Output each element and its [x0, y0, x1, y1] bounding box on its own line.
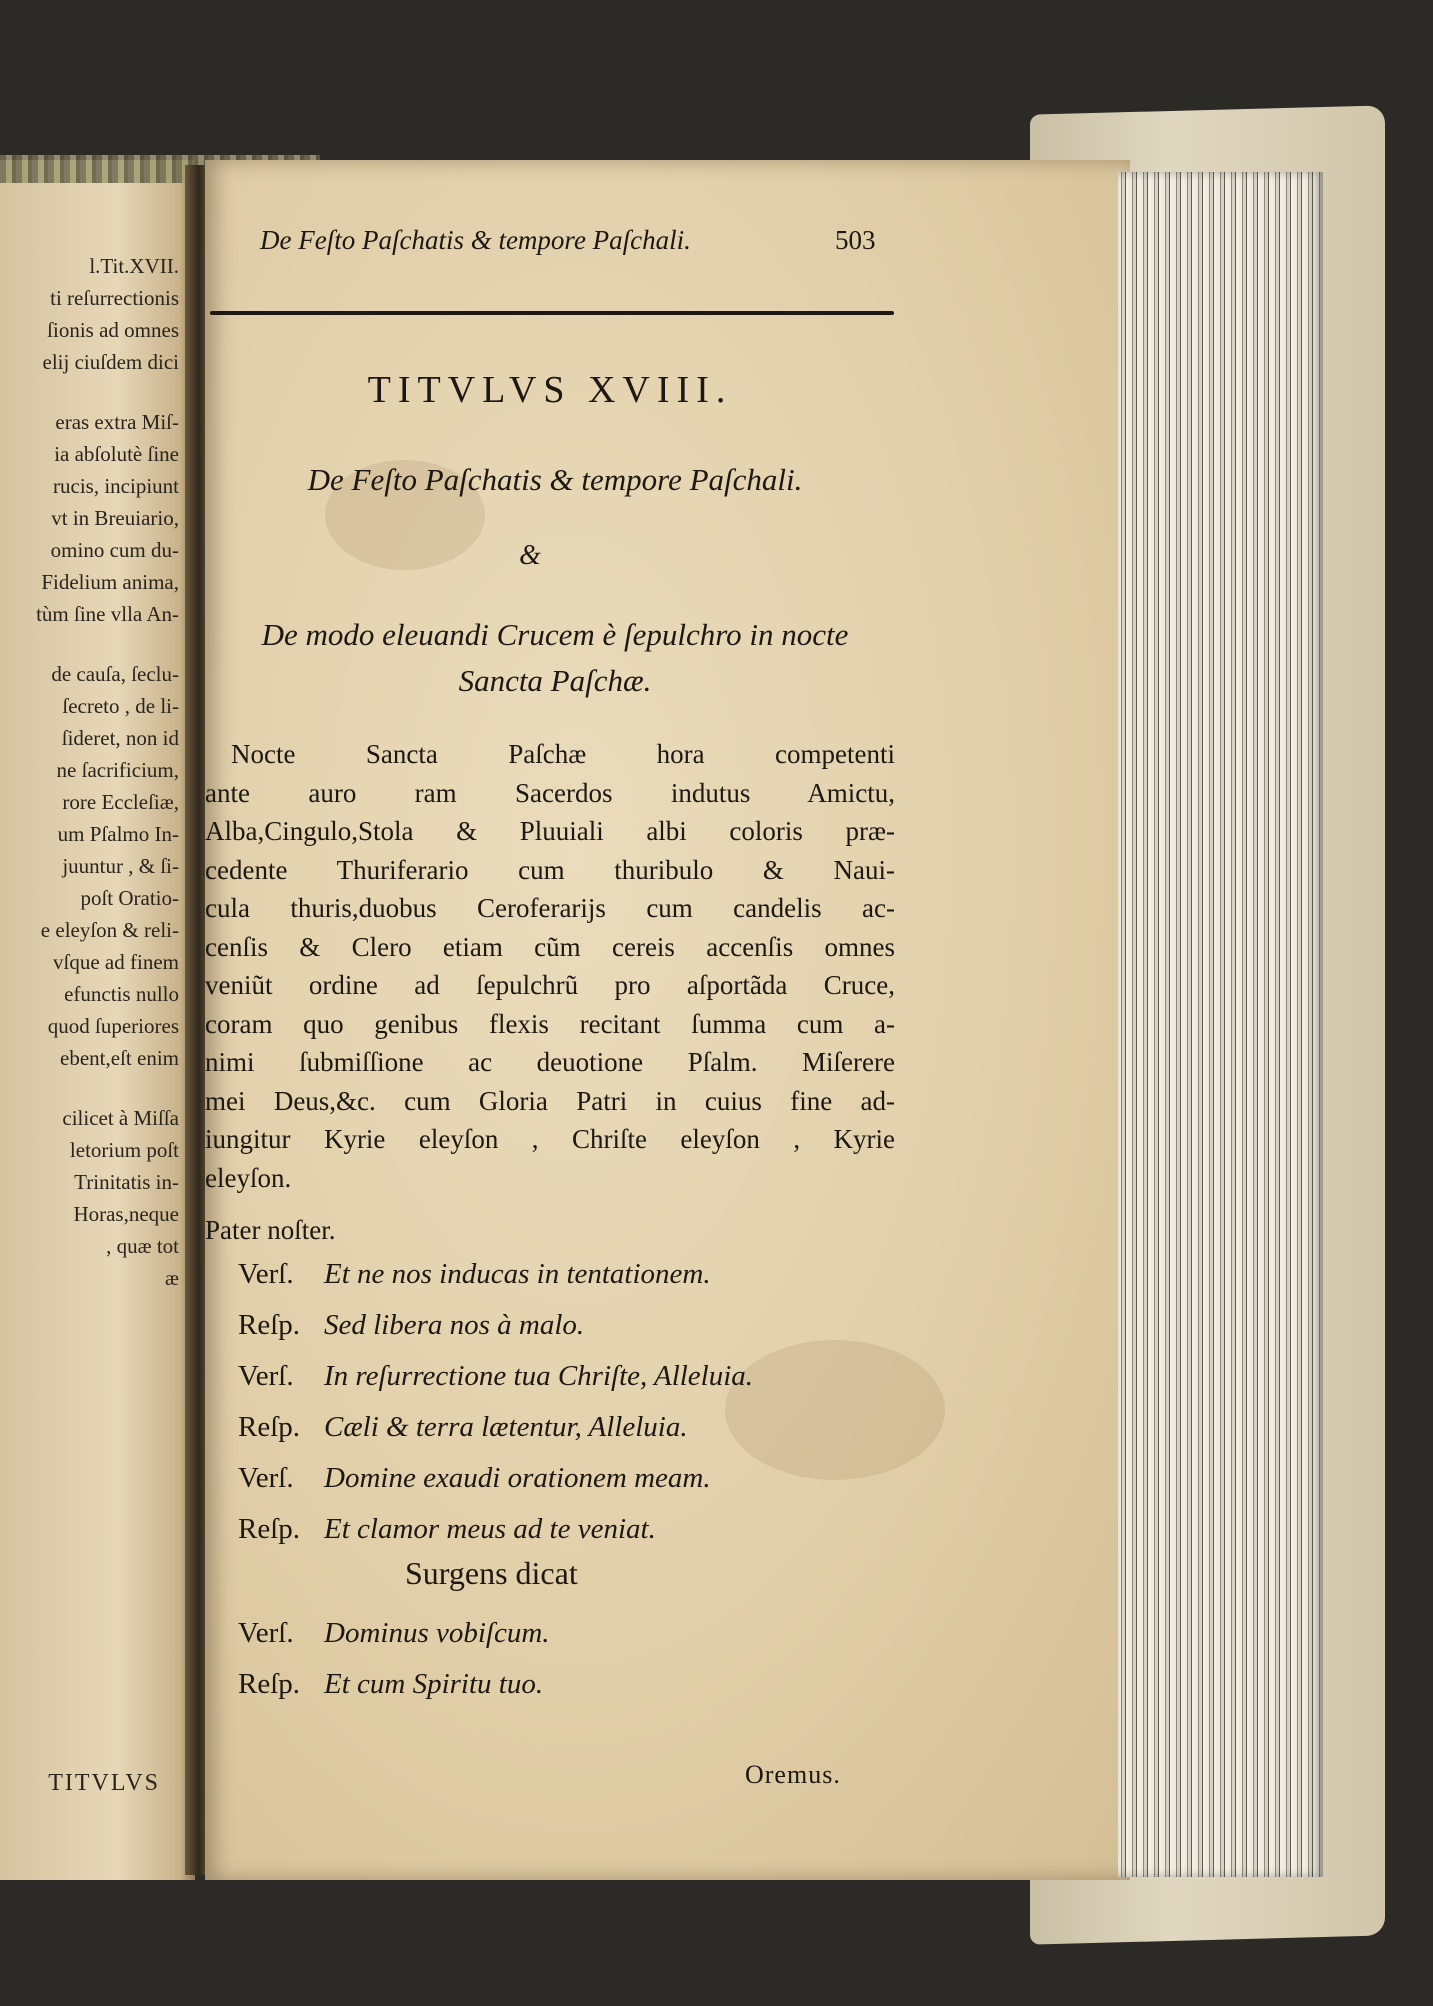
left-line: ſionis ad omnes: [47, 318, 179, 342]
response-text: Sed libera nos à malo.: [324, 1309, 585, 1341]
response-label: Reſp.: [238, 1309, 301, 1341]
body-line: nimi ſubmiſſione ac deuotione Pſalm. Miſerere: [205, 1047, 895, 1077]
left-catchword: TITVLVS: [48, 1770, 160, 1796]
versicle-row: [238, 1617, 918, 1650]
left-page-text: [0, 250, 185, 1294]
left-line: Trinitatis in-: [74, 1170, 179, 1194]
left-line: ia abſolutè ſine: [54, 442, 179, 466]
left-line: rucis, incipiunt: [53, 474, 179, 498]
left-line: l.Tit.XVII.: [89, 254, 179, 278]
left-line: Fidelium anima,: [41, 570, 179, 594]
left-line: elij ciuſdem dici: [42, 350, 179, 374]
body-line: cedente Thuriferario cum thuribulo & Naui-: [205, 854, 895, 885]
left-line: ne ſacrificium,: [56, 758, 179, 782]
versicle-row: [238, 1360, 918, 1393]
versicle-text: Dominus vobiſcum.: [324, 1617, 550, 1649]
left-line: rore Eccleſiæ,: [62, 790, 179, 814]
left-line: eras extra Miſ-: [55, 410, 179, 434]
subtitle2-line: Sancta Paſchæ.: [458, 663, 652, 698]
header-rule: [210, 311, 894, 315]
left-line: efunctis nullo: [64, 982, 179, 1006]
left-line: um Pſalmo In-: [57, 822, 179, 846]
page-number: 503: [835, 225, 876, 255]
versicle-label: Verſ.: [238, 1462, 294, 1494]
versicle-text: In reſurrectione tua Chriſte, Alleluia.: [324, 1360, 754, 1392]
left-line: de cauſa, ſeclu-: [51, 662, 179, 686]
left-line: omino cum du-: [50, 538, 179, 562]
response-text: Et cum Spiritu tuo.: [324, 1668, 544, 1700]
response-row: [238, 1513, 918, 1546]
left-line: ti reſurrectionis: [50, 286, 179, 310]
body-line: eleyſon.: [205, 1162, 292, 1193]
versicle-text: Et ne nos inducas in tentationem.: [324, 1258, 711, 1290]
rubric-paragraph: [205, 735, 895, 1197]
left-line: letorium poſt: [69, 1138, 179, 1162]
body-line: cula thuris,duobus Ceroferarijs cum candelis ac-: [205, 893, 895, 923]
pater-noster: Pater noſter.: [205, 1215, 336, 1245]
body-line: ante auro ram Sacerdos indutus Amictu,: [205, 777, 895, 808]
catchword: Oremus.: [745, 1760, 841, 1789]
response-text: Cæli & terra lætentur, Alleluia.: [324, 1411, 688, 1443]
body-line: iungitur Kyrie eleyſon , Chriſte eleyſon , Kyrie: [205, 1124, 895, 1154]
left-line: Horas,neque: [73, 1202, 179, 1226]
left-line: cilicet à Miſſa: [62, 1106, 179, 1130]
left-line-gap: [0, 630, 185, 658]
response-row: [238, 1668, 918, 1701]
left-line: e eleyſon & reli-: [40, 918, 179, 942]
body-line: cenſis & Clero etiam cũm cereis accenſis omnes: [205, 931, 895, 962]
chapter-subtitle: De Feſto Paſchatis & tempore Paſchali.: [307, 462, 803, 497]
versicle-row: [238, 1462, 918, 1495]
left-line: juuntur , & ſi-: [62, 854, 179, 878]
body-line: Nocte Sancta Paſchæ hora competenti: [231, 739, 895, 769]
left-line: ſideret, non id: [61, 726, 179, 750]
page-edges: [1118, 172, 1323, 1877]
body-line: mei Deus,&c. cum Gloria Patri in cuius fine ad-: [205, 1085, 895, 1116]
response-label: Reſp.: [238, 1513, 301, 1545]
body-line: coram quo genibus flexis recitant ſumma cum a-: [205, 1008, 895, 1039]
response-row: [238, 1411, 918, 1444]
chapter-title: TITVLVS XVIII.: [367, 369, 733, 411]
versicle-text: Domine exaudi orationem meam.: [324, 1462, 711, 1494]
versicle-label: Verſ.: [238, 1617, 294, 1649]
left-line-gap: [0, 378, 185, 406]
chapter-subtitle-2: [210, 612, 900, 704]
left-line: quod ſuperiores: [47, 1014, 179, 1038]
left-line: poſt Oratio-: [80, 886, 179, 910]
subtitle2-line: De modo eleuandi Crucem è ſepulchro in nocte: [261, 617, 849, 652]
left-line-gap: [0, 1074, 185, 1102]
body-line: veniũt ordine ad ſepulchrũ pro aſportãda Cruce,: [205, 970, 895, 1000]
left-line: ſecreto , de li-: [62, 694, 179, 718]
versicle-label: Verſ.: [238, 1258, 294, 1290]
running-head: De Feſto Paſchatis & tempore Paſchali.: [260, 225, 691, 255]
response-row: [238, 1309, 918, 1342]
rubric-surgens: Surgens dicat: [405, 1555, 578, 1591]
versicle-label: Verſ.: [238, 1360, 294, 1392]
left-line: ebent,eſt enim: [60, 1046, 179, 1070]
versicle-row: [238, 1258, 918, 1291]
left-line: tùm ſine vlla An-: [36, 602, 179, 626]
response-label: Reſp.: [238, 1411, 301, 1443]
subtitle-conjunction: &: [519, 540, 541, 571]
left-page: [0, 160, 195, 1880]
response-text: Et clamor meus ad te veniat.: [324, 1513, 656, 1545]
body-line: Alba,Cingulo,Stola & Pluuiali albi coloris præ-: [205, 816, 895, 846]
response-label: Reſp.: [238, 1668, 301, 1700]
left-line: , quæ tot: [106, 1234, 179, 1258]
left-line: vſque ad finem: [53, 950, 179, 974]
left-line: æ: [164, 1266, 179, 1290]
left-line: vt in Breuiario,: [51, 506, 179, 530]
